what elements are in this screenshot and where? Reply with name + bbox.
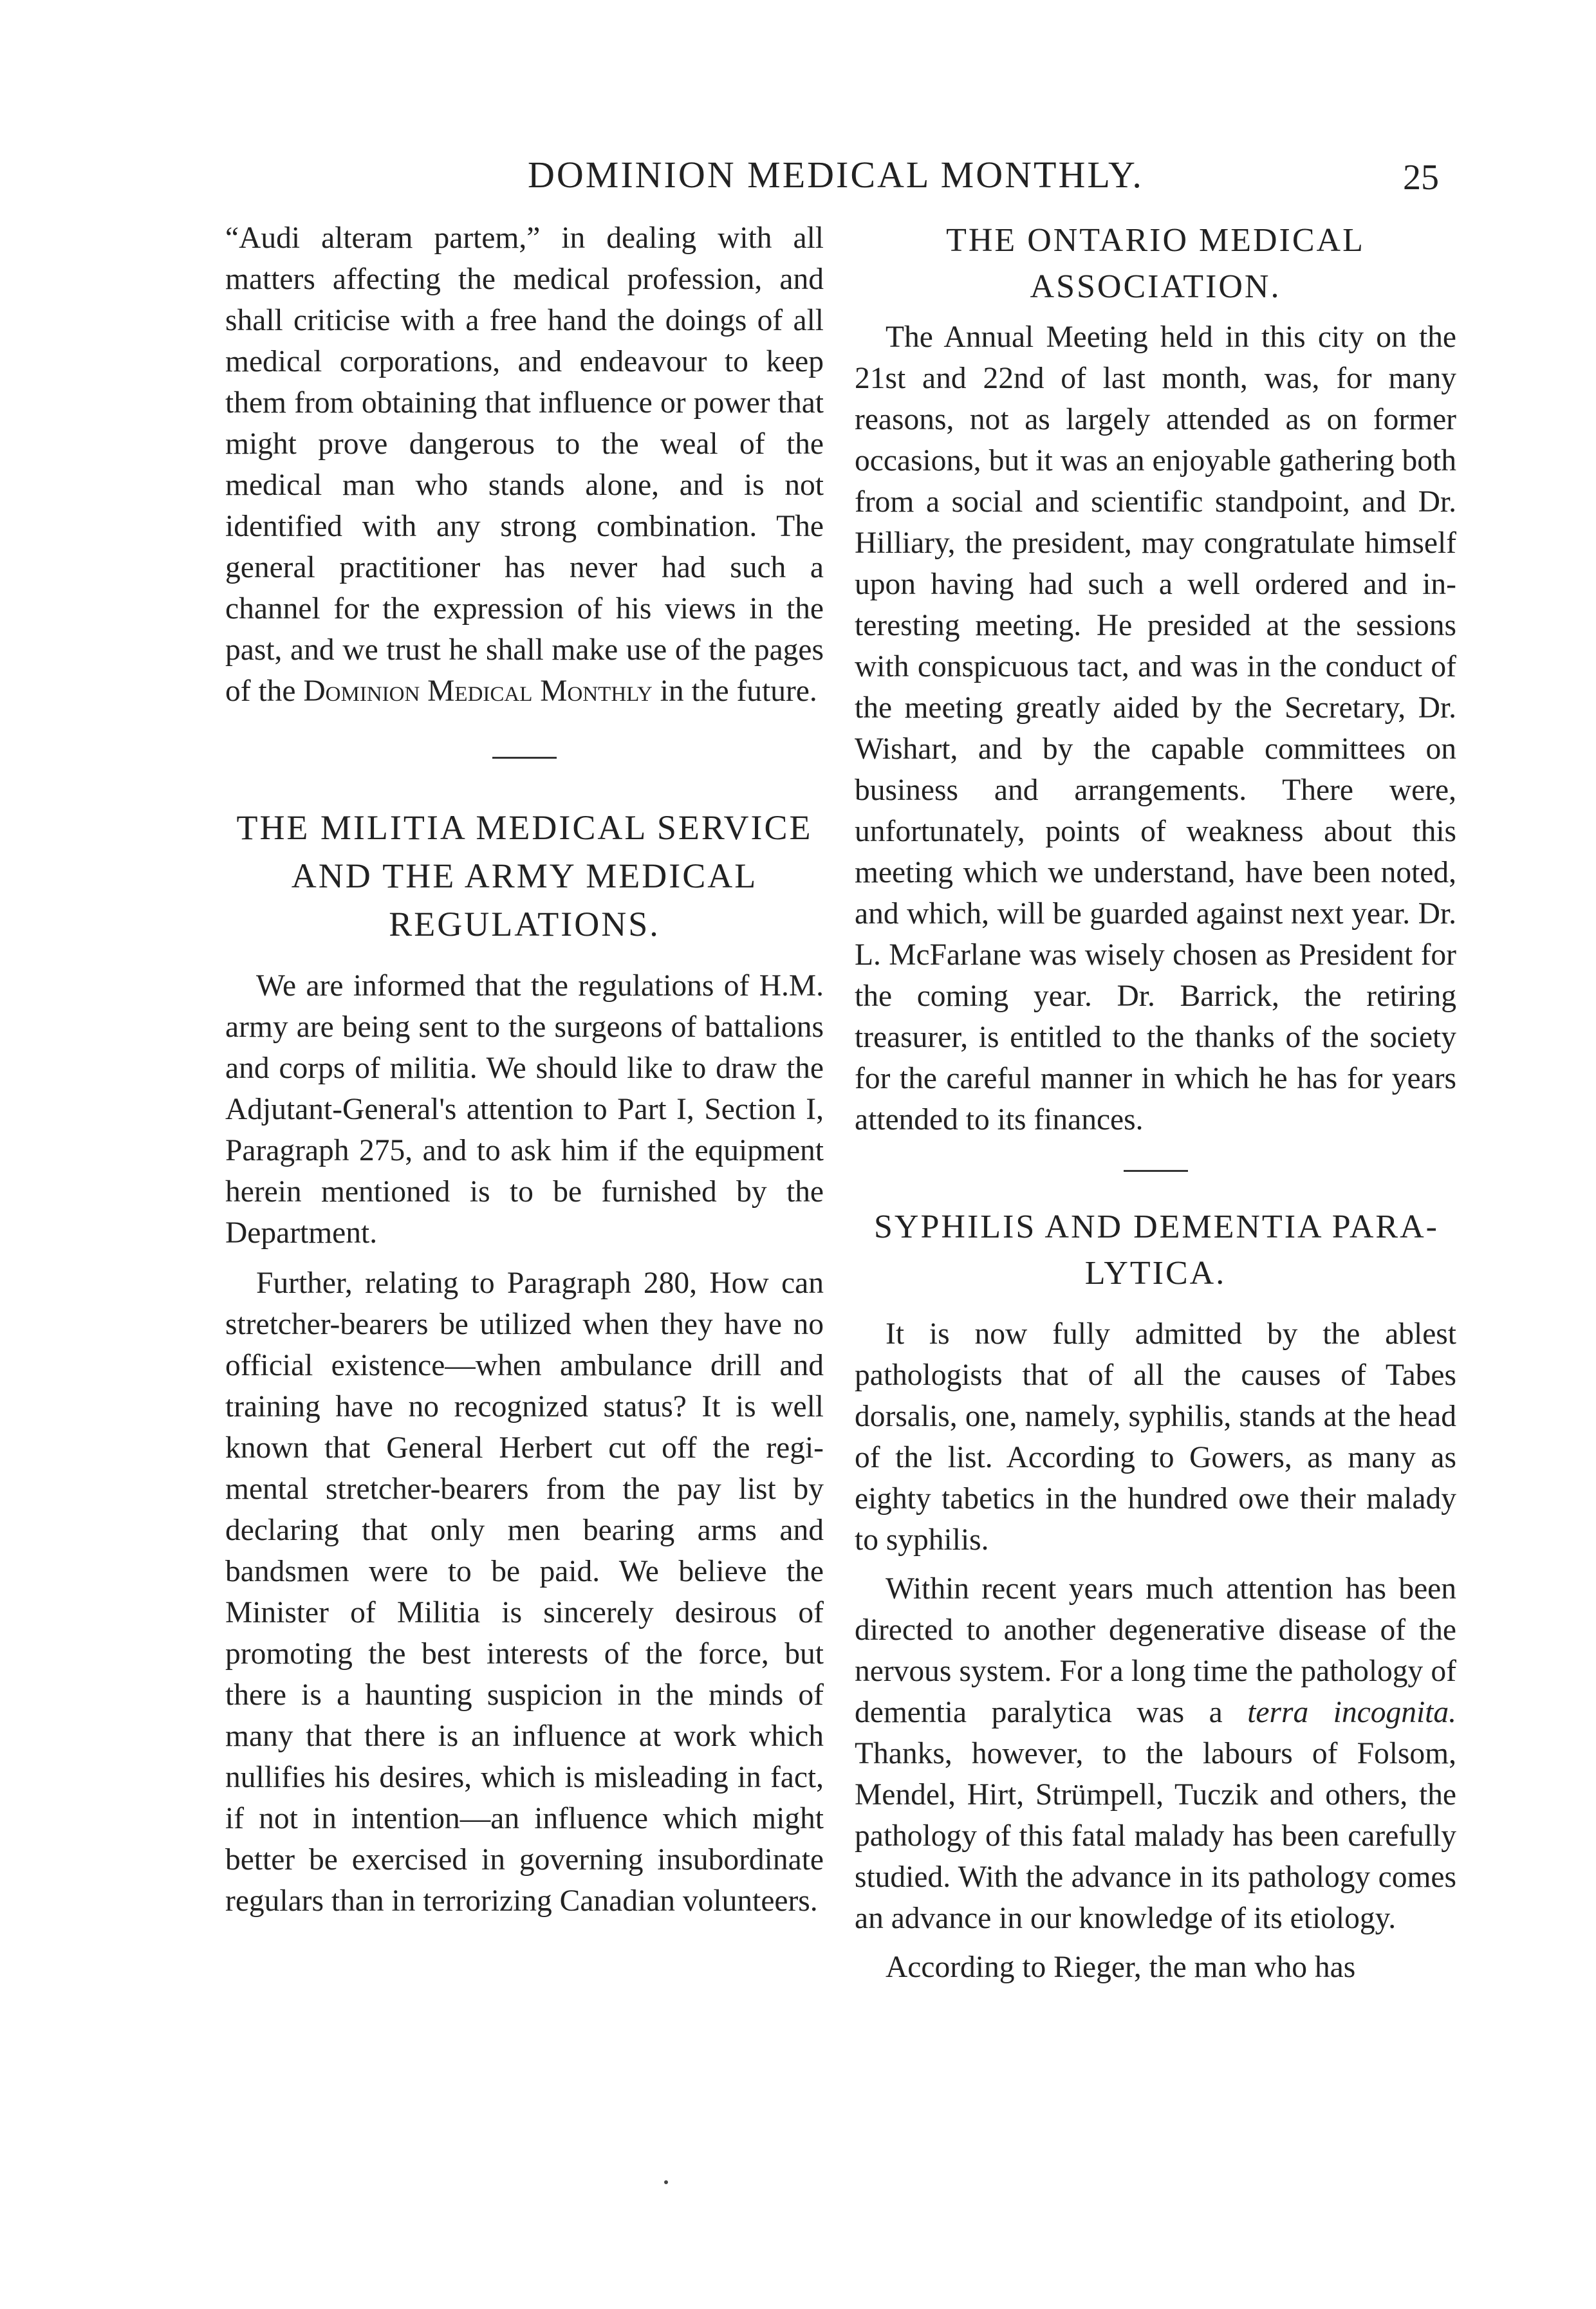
militia-paragraph: Further, relating to Paragraph 280, How can stretcher-bearers be utilized when they have no official existence—when ambulance drill and training have no recognized status? It is well known that General Herbert cut off the regimental stretcher-bearers from the pay list by declaring that only men bearing arms and bandsmen were to be paid. We believe the Minister of Militia is sincerely desirous of promoting the best interests of the force, but there is a haunting suspicion in the minds of many that there is an influence at work which nullifies his desires, which is misleading in fact, if not in intention—an influence which might better be exercised in governing insubordinate regulars than in terrorizing Canadian volunteers. bbox=[225, 1266, 824, 1918]
syphilis-paragraph: According to Rieger, the man who has bbox=[886, 1951, 1356, 1984]
page-number: 25 bbox=[1403, 158, 1439, 198]
syphilis-paragraph: It is now fully admitted by the ablest pathologists that of all the causes of Tabes dorsalis, one, namely, syphilis, stands at the head of the list. According to Gowers, as many as eighty tabetics in the hundred owe their malady to syphilis. bbox=[855, 1317, 1456, 1557]
intro-paragraph-ending: in the future. bbox=[652, 674, 817, 708]
intro-paragraph bbox=[225, 218, 824, 712]
militia-paragraph: We are informed that the regulations of H.M. army are being sent to the surgeons of battalions and corps of militia. We should like to draw the Adjutant-General's attention to Part I, Section I, Paragraph 275, and to ask him if the equipment herein mentioned is to be furnished by the Department. bbox=[225, 969, 824, 1250]
syphilis-paragraph-text: Within recent years much attention has been directed to another degenerative disease of the nervous system. For a long time the pathology of dementia paralytica was a bbox=[855, 1572, 1456, 1729]
journal-name: Dominion Medical Monthly bbox=[303, 674, 653, 708]
left-column bbox=[225, 218, 824, 1922]
syphilis-heading: SYPHILIS AND DEMENTIA PARALYTICA. bbox=[874, 1209, 1437, 1292]
ink-speck bbox=[664, 2180, 668, 2184]
syphilis-paragraph-text: Thanks, however, to the labours of Folsom, Mendel, Hirt, Strümpell, Tuczik and others, the pathology of this fatal malady has been carefully studied. With the advance in its pathology comes an advance in our knowledge of its etiology. bbox=[855, 1737, 1456, 1935]
running-head bbox=[0, 153, 1596, 205]
intro-paragraph-text: “Audi alteram partem,” in dealing with all matters affecting the medical profession, and shall criticise with a free hand the doings of all medical corporations, and endeavour to keep them from obtaining that influence or power that might prove dangerous to the weal of the medical man who stands alone, and is not identified with any strong combination. The general practitioner has never had such a channel for the expression of his views in the past, and we trust he shall make use of the pages of the bbox=[225, 221, 824, 708]
italic-phrase: terra incognita. bbox=[1247, 1696, 1456, 1729]
militia-heading: THE MILITIA MEDICAL SERVICE AND THE ARMY MEDICAL REGULATIONS. bbox=[236, 808, 813, 943]
oma-paragraph: The Annual Meeting held in this city on the 21st and 22nd of last month, was, for many reasons, not as largely attended as on former occasions, but it was an enjoyable gathering both from a social and scientific standpoint, and Dr. Hilliary, the president, may congratulate himself upon having had such a well ordered and interesting meeting. He presided at the sessions with conspicuous tact, and was in the conduct of the meeting greatly aided by the Secretary, Dr. Wishart, and by the capable committees on business and arrangements. There were, unfortunately, points of weakness about this meeting which we understand, have been noted, and which, will be guarded against next year. Dr. L. McFarlane was wisely chosen as President for the coming year. Dr. Barrick, the retiring treasurer, is entitled to the thanks of the society for the careful manner in which he has for years attended to its finances. bbox=[855, 320, 1456, 1136]
syphilis-paragraph bbox=[855, 1568, 1456, 1939]
running-title: DOMINION MEDICAL MONTHLY. bbox=[528, 154, 1144, 196]
right-column bbox=[855, 218, 1456, 1988]
oma-heading: THE ONTARIO MEDICAL ASSOCIATION. bbox=[946, 222, 1365, 305]
